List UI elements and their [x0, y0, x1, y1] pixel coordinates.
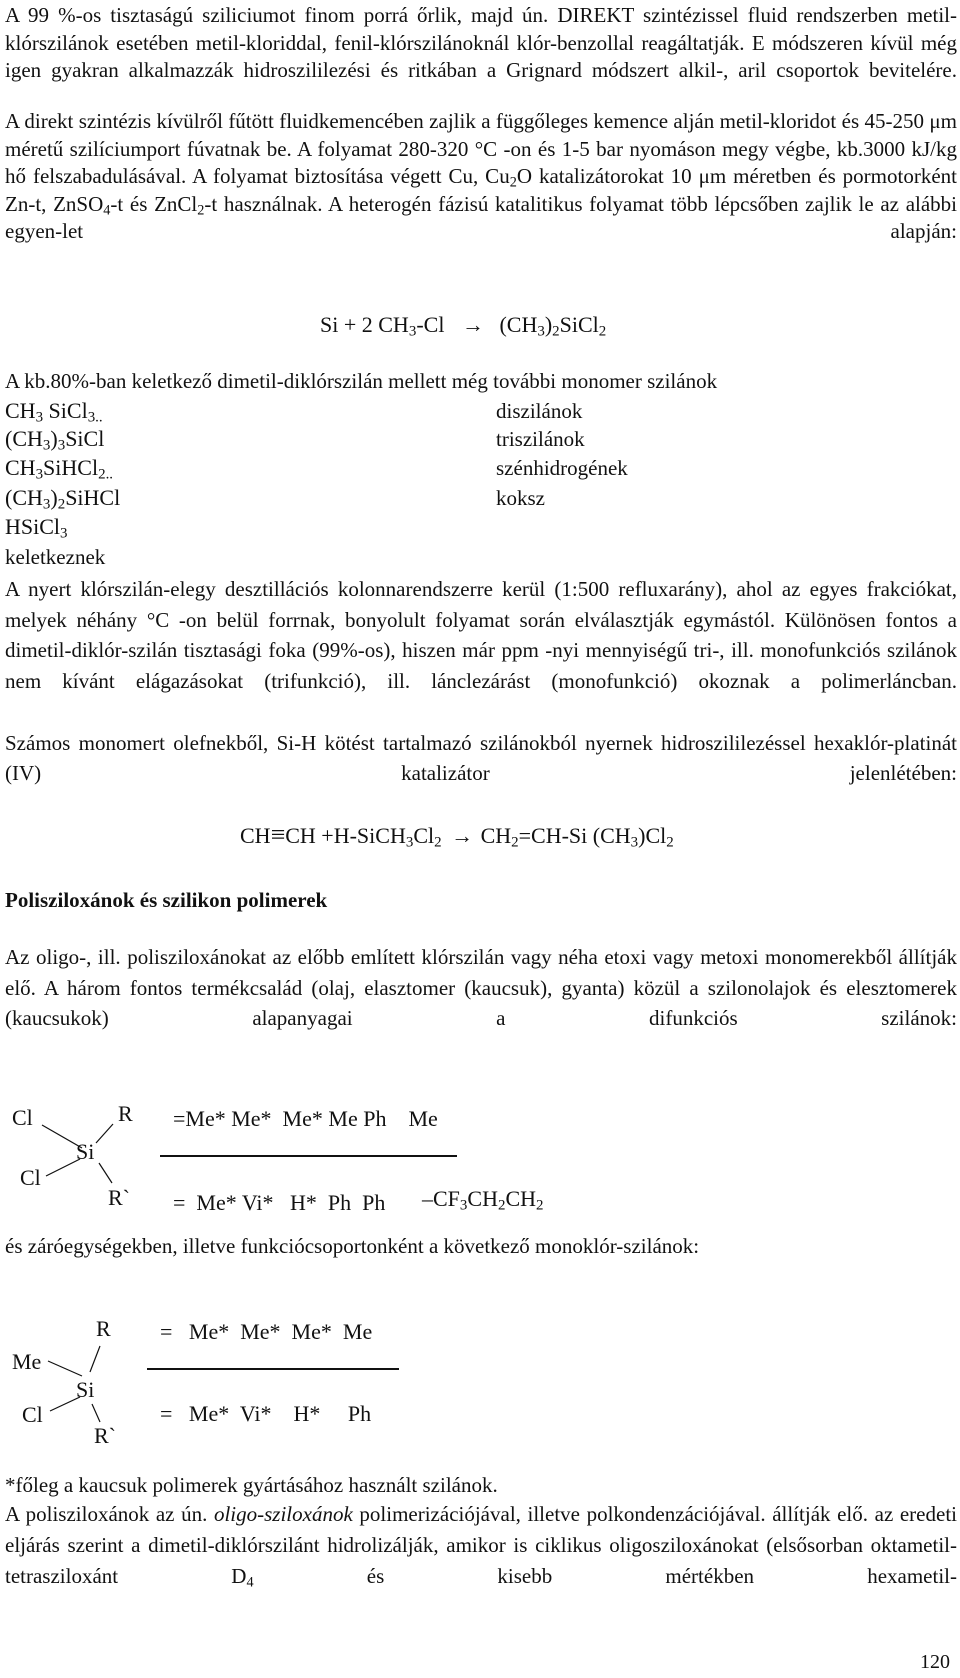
r-label: R	[96, 1316, 111, 1341]
silane-row: $CH_3SiHCl_{2..}$	[5, 455, 114, 483]
silane-row: $CH_3$ SiCl$_{3..}$	[5, 398, 103, 426]
equation-direct-synthesis: Si + 2 $CH_3-Cl$ → $(CH_3)_2SiCl_2$	[320, 312, 607, 340]
bond-line	[46, 1159, 80, 1176]
keletkeznek-text: keletkeznek	[5, 545, 106, 569]
bond-line	[48, 1361, 82, 1376]
bond-line	[42, 1125, 82, 1148]
cl-label: Cl	[20, 1165, 41, 1190]
bond-line	[50, 1397, 80, 1411]
byproducts-intro: A kb.80%-ban keletkező dimetil-diklórszilán mellett még további monomer szilánok	[5, 369, 718, 393]
silane-row: $(CH_3)_3SiCl$	[5, 426, 105, 454]
section-title: Polisziloxánok és szilikon polimerek	[5, 888, 328, 912]
r-prime-label: R`	[108, 1185, 130, 1210]
monochloro-intro: és záróegységekben, illetve funkciócsoportonként a következő monoklór-szilánok:	[5, 1234, 700, 1258]
difunctional-r-values: =Me* Me* Me* Me Ph Me	[173, 1106, 438, 1131]
direct-synthesis-paragraph: A direkt szintézis kívülről fűtött fluidkemencében zajlik a függőleges kemence alján metil-kloridot és 45-250 μm méretű szilíciumport fúvatnak be. A folyamat 280-320 °C -on és 1-5 bar nyomáson megy végbe, kb.3000 kJ/kg hő felszabadulásával. A folyamat biztosítása végett Cu, $Cu_2O$ katalizátorokat 10 μm méretben és pormotorként Zn-t, ZnSO$_4$-t és ZnCl$_2$-t használnak. A heterogén fázisú katalitikus folyamat több lépcsőben zajlik le az alábbi egyen-let alapján:	[5, 109, 957, 244]
final-paragraph: A polisziloxánok az ún. oligo-sziloxánok polimerizációjával, illetve polkondenzációjával. állítják elő. az eredeti eljárás szerint a dimetil-diklórszilánt hidrolizálják, amikor is ciklikus oligosziloxánokat (elsősorban oktametil-tetrasziloxánt $D_4$ és kisebb mértékben hexametil-	[5, 1502, 957, 1591]
intro-paragraph: A 99 %-os tisztaságú sziliciumot finom porrá őrlik, majd ún. DIREKT szintézissel fluid rendszerben metil-klórszilánok esetében metil-kloriddal, fenil-klórszilánoknál klór-benzollal reagáltatják. E módszeren kívül még igen gyakran alkalmazzák hidroszililezési és ritkában a Grignard módszert alkil-, aril csoportok bevitelére.	[5, 3, 957, 83]
other-byproduct: koksz	[496, 486, 545, 510]
si-label: Si	[76, 1139, 95, 1164]
r-prime-label: R`	[94, 1423, 116, 1448]
r-label: R	[118, 1101, 133, 1126]
bond-line	[92, 1404, 100, 1422]
other-byproduct: diszilánok	[496, 399, 583, 423]
monofunctional-r-values: = Me* Me* Me* Me	[160, 1319, 373, 1344]
cl-label: Cl	[12, 1105, 33, 1130]
difunctional-r-prime-values: = Me* Vi* H* Ph Ph	[173, 1190, 386, 1215]
separator-line	[160, 1155, 457, 1157]
si-label: Si	[76, 1377, 95, 1402]
silane-row: HSiCl$_3$	[5, 514, 68, 542]
silane-row: $(CH_3)_2SiHCl$	[5, 485, 121, 513]
me-label: Me	[12, 1349, 42, 1374]
separator-line	[147, 1368, 399, 1370]
bond-lines	[0, 0, 200, 1220]
footnote: *főleg a kaucsuk polimerek gyártásához használt szilánok.	[5, 1473, 498, 1497]
bond-line	[90, 1346, 100, 1372]
bond-line	[96, 1124, 113, 1143]
hydrosilylation-paragraph: Számos monomert olefnekből, Si-H kötést tartalmazó szilánokból nyernek hidroszililezéssel hexaklór-platinát (IV) katalizátor jelenlétében:	[5, 731, 957, 785]
other-byproduct: szénhidrogének	[496, 456, 628, 480]
distillation-paragraph: A nyert klórszilán-elegy desztillációs kolonnarendszerre kerül (1:500 refluxarány), ahol az egyes frakciókat, melyek néhány °C -on belül forrnak, bonyolult folyamat során elválasztják egymástól. Különösen fontos a dimetil-diklór-szilán tisztasági foka (99%-os), hiszen már ppm -nyi mennyiségű tri-, ill. monofunkciós szilánok nem kívánt elágazásokat (trifunkció), ill. lánclezárást (monofunkció) okoznak a polimerláncban.	[5, 577, 957, 693]
equation-hydrosilylation: $CH\equiv CH +H-SiCH_3Cl_2 \to CH_2=CH-Si$ $(CH_3)Cl_2$	[240, 820, 674, 851]
bond-line	[99, 1163, 112, 1183]
cl-label: Cl	[22, 1402, 43, 1427]
oligo-paragraph: Az oligo-, ill. polisziloxánokat az előbb említett klórszilán vagy néha etoxi vagy metoxi monomerekből állítják elő. A három fontos termékcsalád (olaj, elasztomer (kaucsuk), gyanta) közül a szilonolajok és elesztomerek (kaucsukok) alapanyagai a difunkciós szilánok:	[5, 945, 957, 1030]
page-number: 120	[920, 1651, 950, 1673]
other-byproduct: triszilánok	[496, 427, 585, 451]
monofunctional-r-prime-values: = Me* Vi* H* Ph	[160, 1401, 372, 1426]
fluoroalkyl-group: $-CF_3CH_2CH_2$	[422, 1186, 544, 1214]
